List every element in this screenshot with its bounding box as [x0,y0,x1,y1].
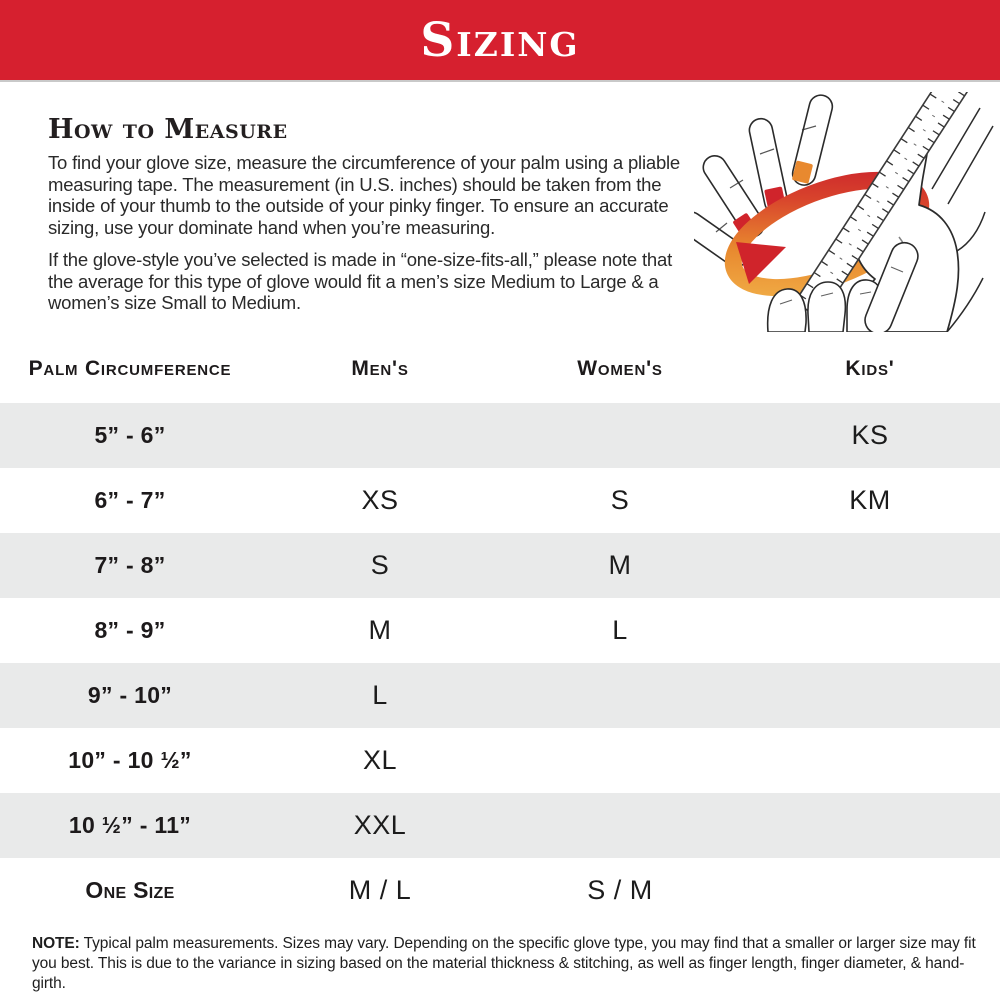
table-row [0,598,1000,663]
section-heading: How to Measure [48,114,288,145]
palm-range: One Size [85,877,175,903]
banner [0,0,1000,82]
footnote [0,923,1000,994]
note-text: Typical palm measurements. Sizes may vary. Depending on the specific glove type, you may find that a smaller or larger size may fit you best. This is due to the variance in sizing based on the material thickness & stitching, as well as finger length, finger diameter, & hand-girth. [32,935,976,992]
table-row [0,468,1000,533]
column-header-mens: Men's [351,357,409,380]
palm-range: 10 ½” - 11” [68,812,192,838]
palm-range: 9” - 10” [87,682,173,708]
mens-size: XL [362,745,398,775]
mens-size: M [368,615,392,645]
kids-size: KM [849,485,891,515]
page-title: Sizing [420,12,580,68]
palm-range: 5” - 6” [94,422,166,448]
mens-size: L [372,680,388,710]
table-row [0,858,1000,923]
table-row [0,533,1000,598]
column-header-palm-circumference: Palm Circumference [28,357,232,380]
kids-size: KS [851,420,889,450]
mens-size: S [370,550,390,580]
womens-size: M [608,550,632,580]
table-row [0,793,1000,858]
note-label: NOTE: [32,935,80,952]
womens-size: S / M [587,875,653,905]
hand-measuring-tape-illustration [694,92,994,332]
table-row [0,663,1000,728]
table-header-row [0,335,1000,403]
one-size-fits-all-note: If the glove-style you’ve selected is made in “one-size-fits-all,” please note that the average for this type of glove would fit a men’s size Medium to Large & a women’s size Small to Medium. [48,249,673,314]
table-row [0,403,1000,468]
how-to-measure-section [0,82,1000,335]
womens-size: S [610,485,630,515]
palm-range: 7” - 8” [94,552,166,578]
sizing-table [0,335,1000,923]
mens-size: XXL [353,810,407,840]
palm-range: 8” - 9” [94,617,166,643]
column-header-kids: Kids' [845,357,895,380]
measuring-instructions: To find your glove size, measure the circumference of your palm using a pliable measuring tape. The measurement (in U.S. inches) should be taken from the inside of your thumb to the outside of your pinky finger. To ensure an accurate sizing, use your dominate hand when you’re measuring. [48,152,681,238]
column-header-womens: Women's [577,357,663,380]
palm-range: 10” - 10 ½” [68,747,192,773]
table-body [0,403,1000,923]
womens-size: L [612,615,628,645]
palm-range: 6” - 7” [94,487,166,513]
table-row [0,728,1000,793]
mens-size: XS [361,485,399,515]
mens-size: M / L [348,875,412,905]
